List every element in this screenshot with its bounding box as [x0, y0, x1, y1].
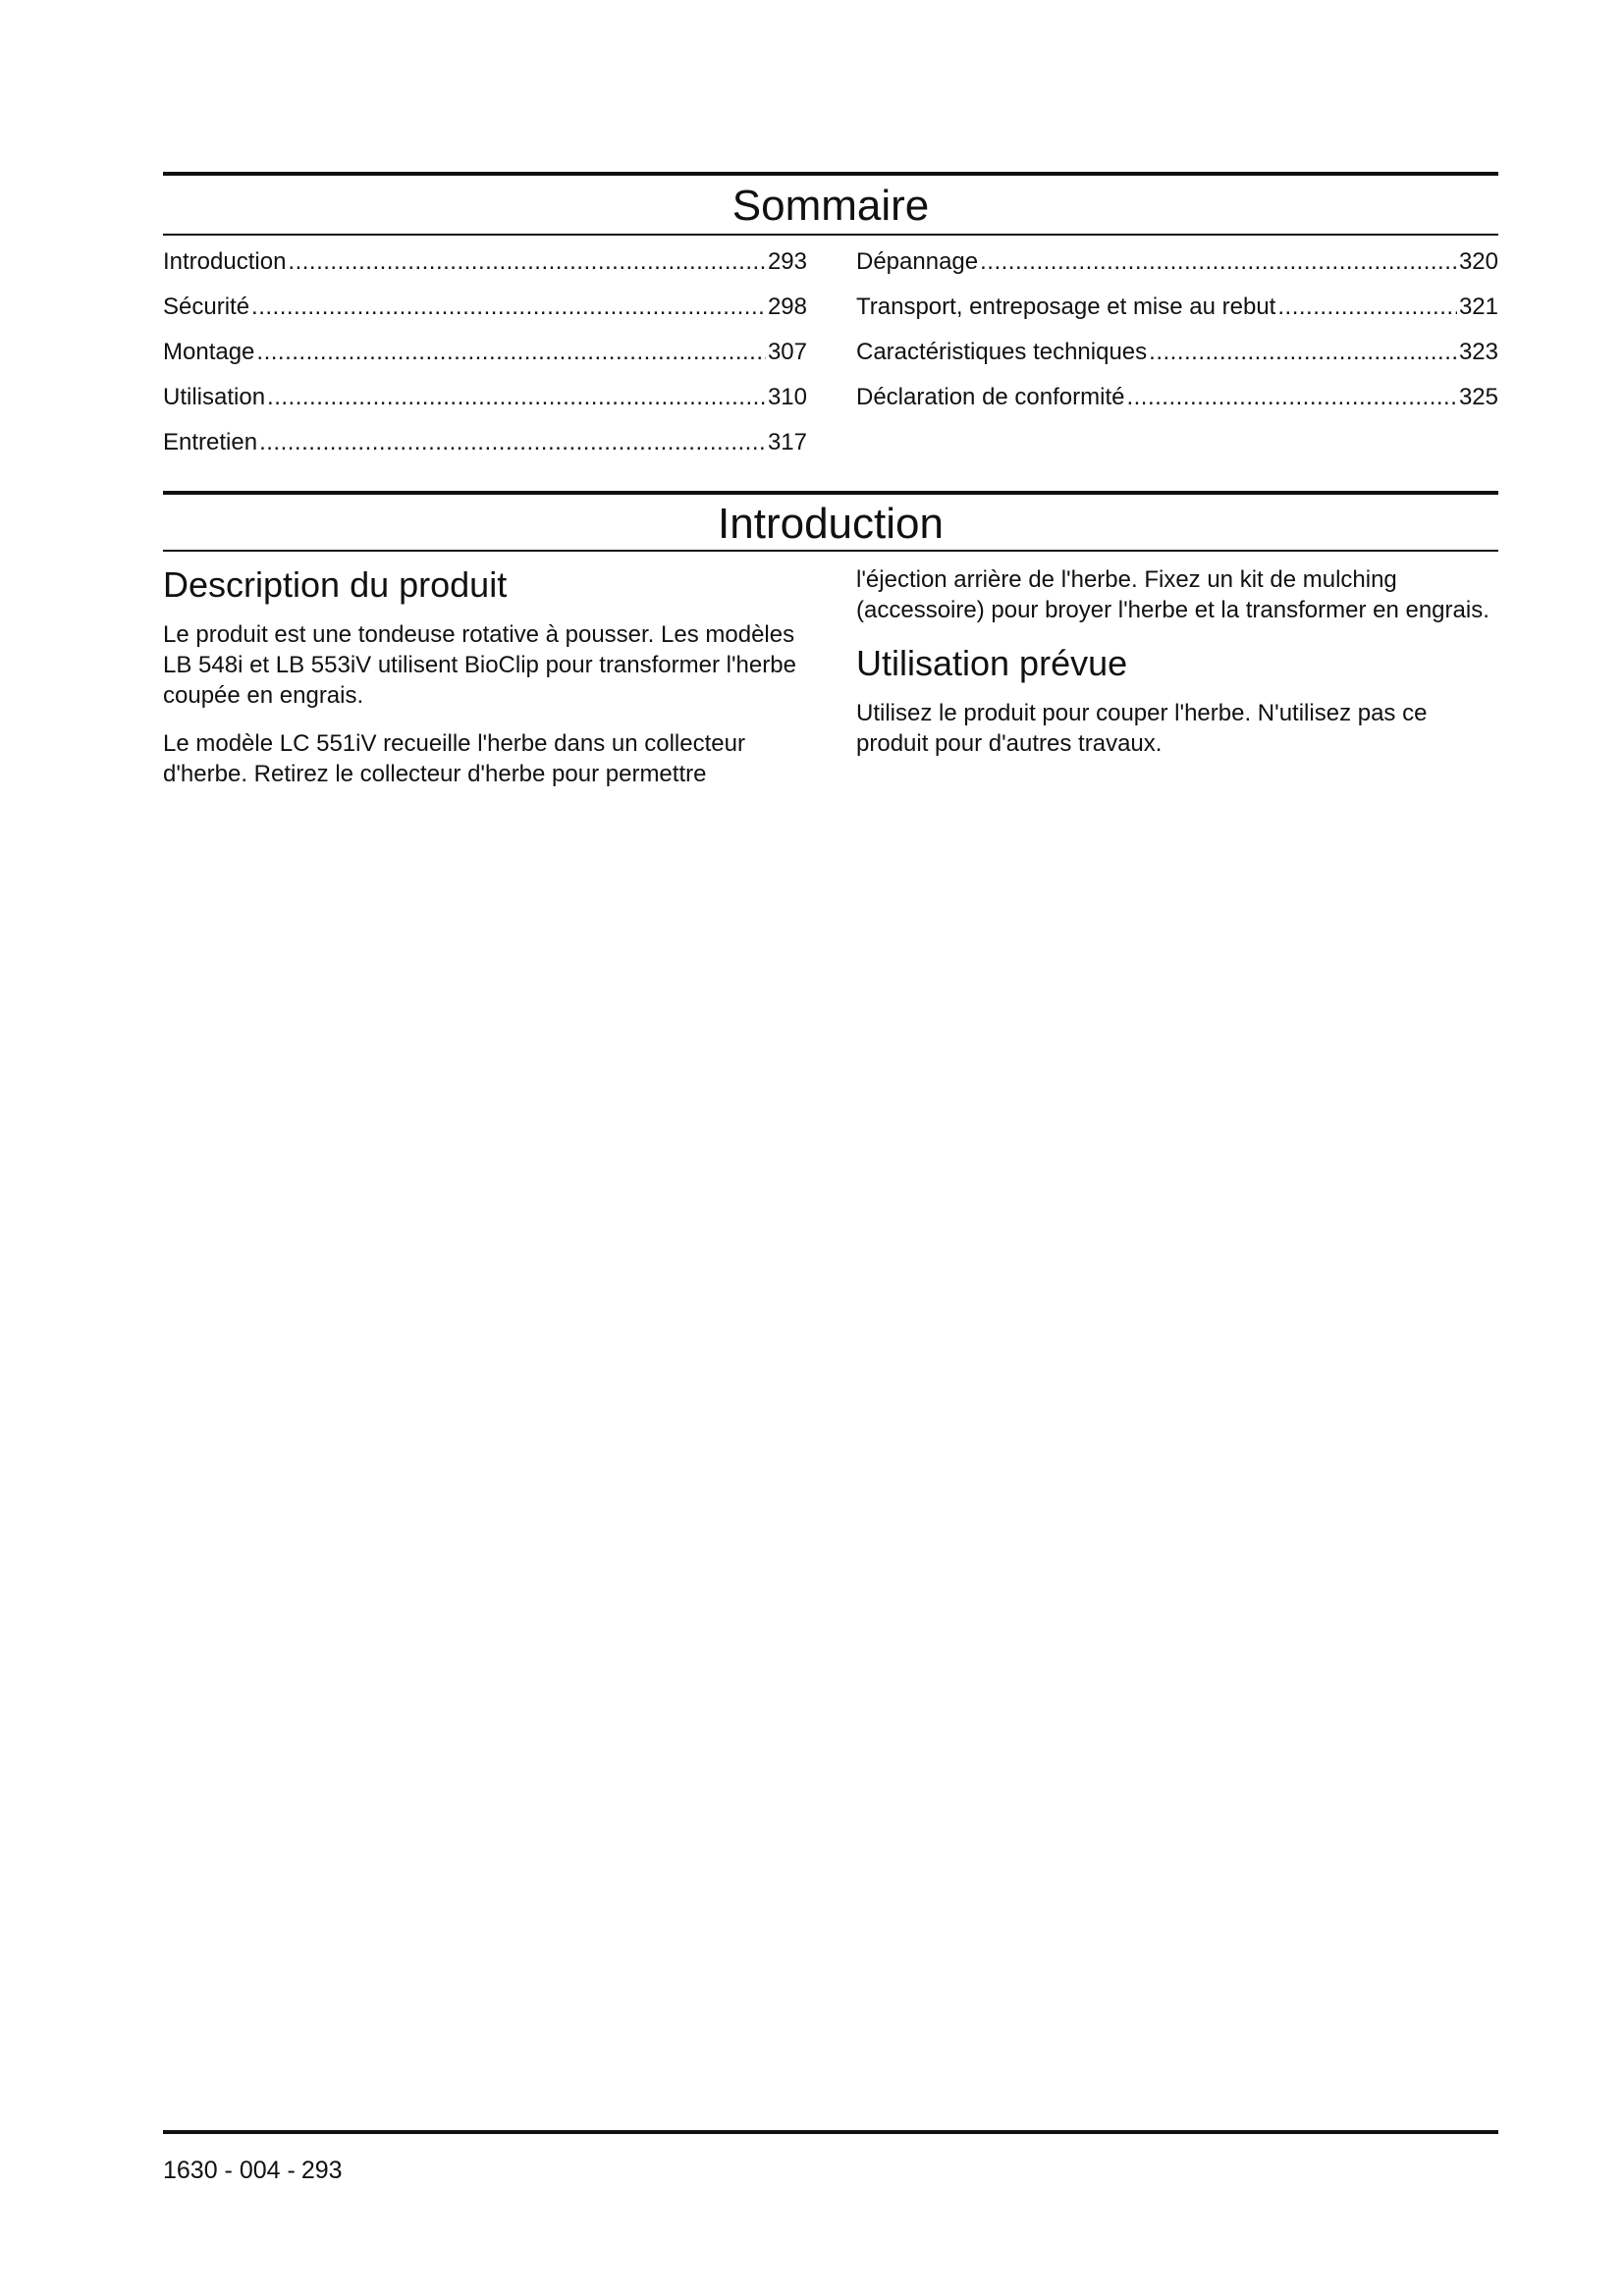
toc-entry-montage[interactable]: Montage ..... 307: [163, 338, 807, 383]
toc-entry-entretien[interactable]: Entretien ..... 317: [163, 428, 807, 473]
toc-entry-caracteristiques[interactable]: Caractéristiques techniques ..... 323: [856, 338, 1498, 383]
footer-rule: [163, 2130, 1498, 2134]
usage-paragraph-1: Utilisez le produit pour couper l'herbe. N'utilisez pas ce produit pour d'autres travaux.: [856, 700, 1428, 757]
toc-entry-transport[interactable]: Transport, entreposage et mise au rebut ..... 321: [856, 293, 1498, 338]
toc-entry-utilisation[interactable]: Utilisation ..... 310: [163, 383, 807, 428]
description-paragraph-1: Le produit est une tondeuse rotative à pousser. Les modèles LB 548i et LB 553iV utilisent BioClip pour transformer l'herbe coupée en engrais.: [163, 621, 796, 709]
document-code: 1630 - 004 -: [163, 2157, 296, 2184]
toc-entry-depannage[interactable]: Dépannage ..... 320: [856, 247, 1498, 293]
intro-title: Introduction: [718, 500, 944, 548]
toc-left-column: [163, 247, 807, 473]
document-page: [163, 0, 1498, 2296]
page-footer: [163, 2156, 343, 2185]
toc-top-rule: [163, 172, 1498, 176]
intro-left-column: [163, 564, 807, 807]
description-heading: Description du produit: [163, 564, 508, 605]
toc-entry-securite[interactable]: Sécurité ..... 298: [163, 293, 807, 338]
intro-right-column: [856, 564, 1498, 776]
toc-title: Sommaire: [731, 182, 930, 230]
toc-entry-introduction[interactable]: Introduction ..... 293: [163, 247, 807, 293]
toc-right-column: [856, 247, 1498, 428]
intro-bottom-rule: [163, 550, 1498, 552]
description-paragraph-2-continued: l'éjection arrière de l'herbe. Fixez un kit de mulching (accessoire) pour broyer l'herbe et la transformer en engrais.: [856, 566, 1489, 623]
intro-top-rule: [163, 491, 1498, 495]
usage-heading: Utilisation prévue: [856, 643, 1128, 683]
page-number: 293: [300, 2157, 343, 2184]
toc-entry-declaration[interactable]: Déclaration de conformité ..... 325: [856, 383, 1498, 428]
description-paragraph-2: Le modèle LC 551iV recueille l'herbe dans un collecteur d'herbe. Retirez le collecteur d'herbe pour permettre: [163, 730, 745, 787]
toc-bottom-rule: [163, 234, 1498, 236]
